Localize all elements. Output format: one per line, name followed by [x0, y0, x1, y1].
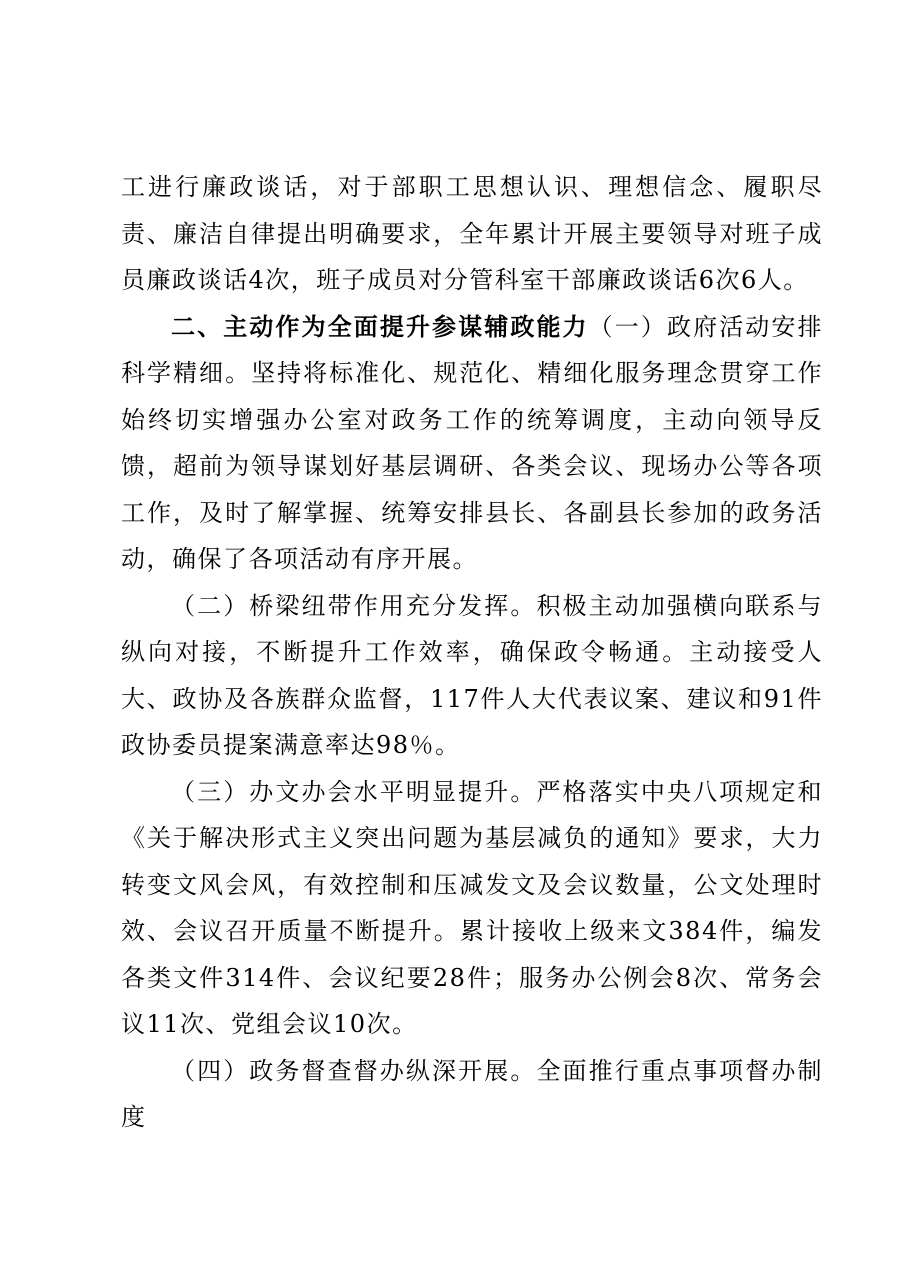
paragraph-5: （四）政务督查督办纵深开展。全面推行重点事项督办制度 — [121, 1056, 823, 1131]
paragraph-4: （三）办文办会水平明显提升。严格落实中央八项规定和《关于解决形式主义突出问题为基层减负的通知》要求，大力转变文风会风，有效控制和压减发文及会议数量，公文处理时效、会议召开质量不断提升。累计接收上级来文384件，编发各类文件314件、会议纪要28件；服务办公例会8次、常务会议11次、党组会议10次。 — [121, 777, 823, 1038]
paragraph-1: 工进行廉政谈话，对于部职工思想认识、理想信念、履职尽责、廉洁自律提出明确要求，全年累计开展主要领导对班子成员廉政谈话4次，班子成员对分管科室干部廉政谈话6次6人。 — [121, 173, 823, 294]
paragraph-2 — [121, 304, 823, 583]
document-body — [121, 164, 823, 1141]
paragraph-3: （二）桥梁纽带作用充分发挥。积极主动加强横向联系与纵向对接，不断提升工作效率，确保政令畅通。主动接受人大、政协及各族群众监督，117件人大代表议案、建议和91件政协委员提案满意率达98％。 — [121, 591, 823, 759]
paragraph-2-body: （一）政府活动安排科学精细。坚持将标准化、规范化、精细化服务理念贯穿工作始终切实增强办公室对政务工作的统筹调度，主动向领导反馈，超前为领导谋划好基层调研、各类会议、现场办公等各项工作，及时了解掌握、统筹安排县长、各副县长参加的政务活动，确保了各项活动有序开展。 — [121, 312, 824, 573]
section-heading: 二、主动作为全面提升参谋辅政能力 — [171, 312, 589, 341]
